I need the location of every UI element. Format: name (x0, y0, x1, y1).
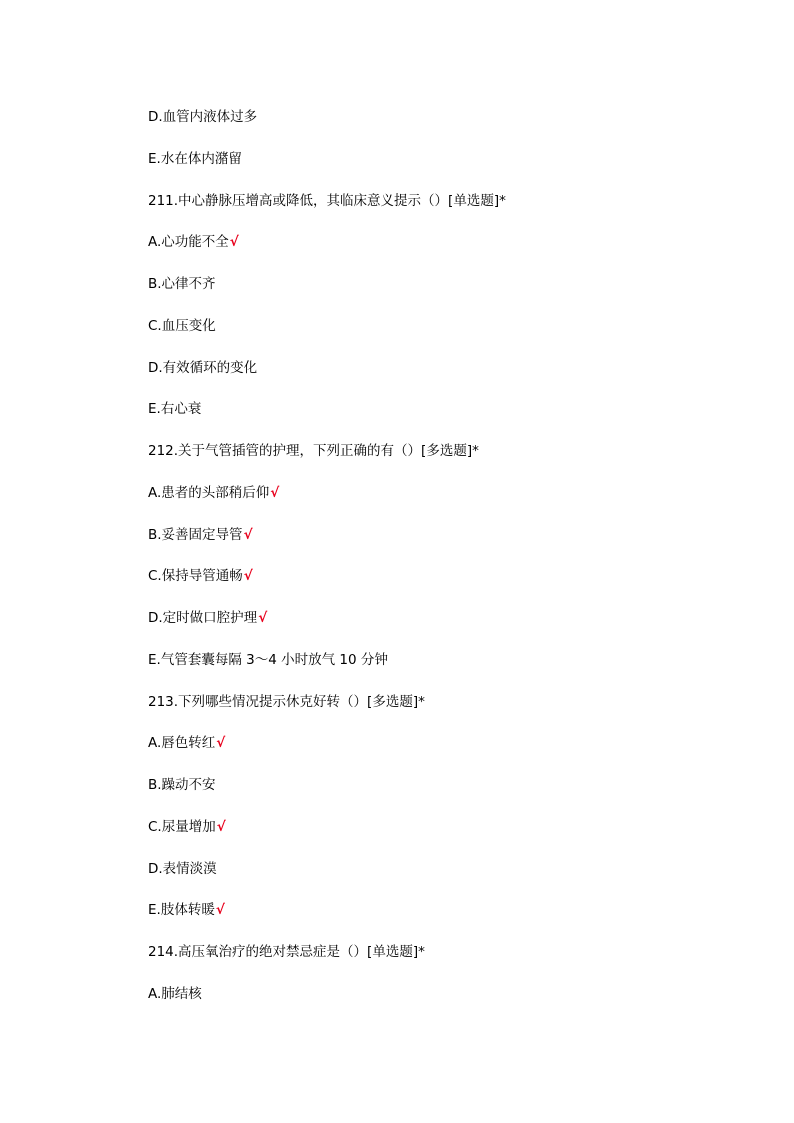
line-text: E.气管套囊每隔 3～4 小时放气 10 分钟 (148, 651, 388, 668)
line-text: 214.高压氧治疗的绝对禁忌症是（）[单选题]* (148, 944, 425, 960)
option-line (148, 817, 748, 859)
line-text: C.保持导管通畅 (148, 568, 243, 585)
line-text: C.尿量增加 (148, 818, 216, 835)
line-text: A.肺结核 (148, 985, 202, 1002)
check-mark: √ (243, 568, 253, 585)
option-line (148, 859, 748, 901)
line-text: D.表情淡漠 (148, 860, 217, 877)
question-line (148, 942, 748, 984)
line-text: 213.下列哪些情况提示休克好转（）[多选题]* (148, 693, 425, 710)
check-mark: √ (229, 234, 239, 251)
option-line (148, 274, 748, 316)
check-mark: √ (270, 484, 280, 501)
line-text: D.定时做口腔护理 (148, 610, 258, 626)
option-line (148, 483, 748, 525)
option-line (148, 566, 748, 608)
line-text: A.唇色转红 (148, 735, 216, 752)
option-line (148, 399, 748, 441)
check-mark: √ (243, 526, 253, 543)
question-line (148, 692, 748, 734)
option-line (148, 232, 748, 274)
option-line (148, 149, 748, 191)
question-line (148, 441, 748, 483)
option-line (148, 358, 748, 400)
line-text: B.躁动不安 (148, 777, 216, 793)
option-line (148, 900, 748, 942)
line-text: E.水在体内潴留 (148, 150, 242, 167)
question-line (148, 191, 748, 233)
check-mark: √ (258, 610, 268, 626)
question-list (148, 107, 748, 1026)
line-text: E.肢体转暖 (148, 902, 215, 919)
line-text: 211.中心静脉压增高或降低，其临床意义提示（）[单选题]* (148, 192, 506, 209)
check-mark: √ (216, 735, 226, 752)
option-line (148, 984, 748, 1026)
option-line (148, 650, 748, 692)
line-text: A.患者的头部稍后仰 (148, 484, 270, 501)
option-line (148, 608, 748, 650)
option-line (148, 525, 748, 567)
check-mark: √ (216, 818, 226, 835)
line-text: B.心律不齐 (148, 276, 216, 292)
option-line (148, 775, 748, 817)
line-text: D.有效循环的变化 (148, 359, 258, 376)
line-text: B.妥善固定导管 (148, 526, 243, 543)
line-text: E.右心衰 (148, 401, 202, 418)
option-line (148, 316, 748, 358)
option-line (148, 107, 748, 149)
line-text: 212.关于气管插管的护理，下列正确的有（）[多选题]* (148, 443, 479, 459)
option-line (148, 733, 748, 775)
line-text: D.血管内液体过多 (148, 109, 258, 125)
line-text: A.心功能不全 (148, 234, 229, 251)
line-text: C.血压变化 (148, 317, 216, 334)
check-mark: √ (215, 902, 225, 919)
